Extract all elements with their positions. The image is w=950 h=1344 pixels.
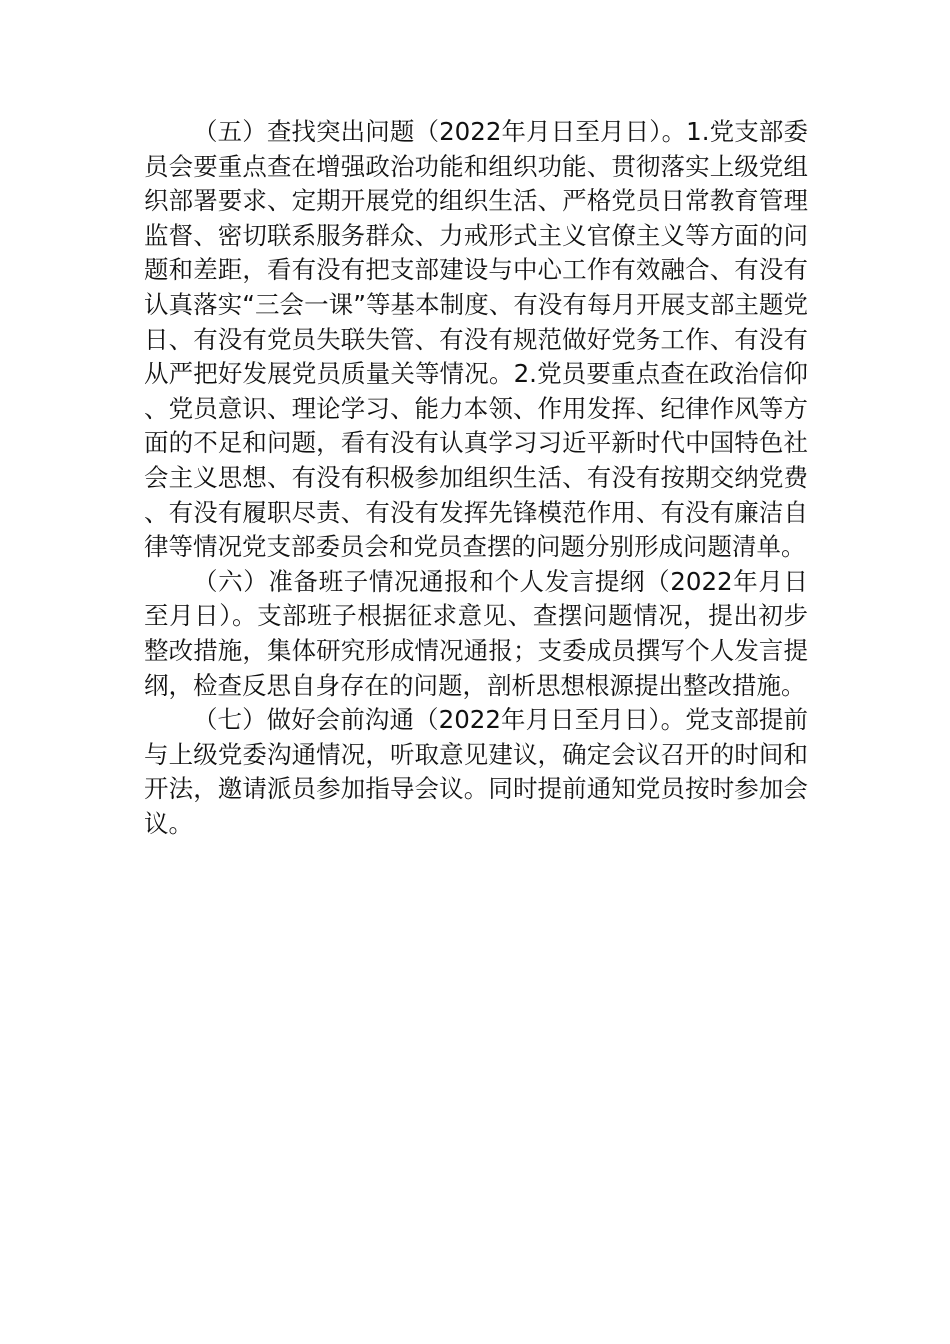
paragraph-five-find-problems: （五）查找突出问题（2022年月日至月日）。1.党支部委员会要重点查在增强政治功能和组织功能、贯彻落实上级党组织部署要求、定期开展党的组织生活、严格党员日常教育管理监督、密切联系服务群众、力戒形式主义官僚主义等方面的问题和差距，看有没有把支部建设与中心工作有效融合、有没有认真落实“三会一课”等基本制度、有没有每月开展支部主题党日、有没有党员失联失管、有没有规范做好党务工作、有没有从严把好发展党员质量关等情况。2.党员要重点查在政治信仰、党员意识、理论学习、能力本领、作用发挥、纪律作风等方面的不足和问题，看有没有认真学习习近平新时代中国特色社会主义思想、有没有积极参加组织生活、有没有按期交纳党费、有没有履职尽责、有没有发挥先锋模范作用、有没有廉洁自律等情况党支部委员会和党员查摆的问题分别形成问题清单。	[144, 117, 808, 562]
document-body	[144, 115, 808, 841]
paragraph-six-prepare-report: （六）准备班子情况通报和个人发言提纲（2022年月日至月日）。支部班子根据征求意见、查摆问题情况，提出初步整改措施，集体研究形成情况通报；支委成员撰写个人发言提纲，检查反思自身存在的问题，剖析思想根源提出整改措施。	[144, 566, 808, 700]
paragraph-seven-pre-meeting-communication: （七）做好会前沟通（2022年月日至月日）。党支部提前与上级党委沟通情况，听取意见建议，确定会议召开的时间和开法，邀请派员参加指导会议。同时提前通知党员按时参加会议。	[144, 705, 808, 838]
